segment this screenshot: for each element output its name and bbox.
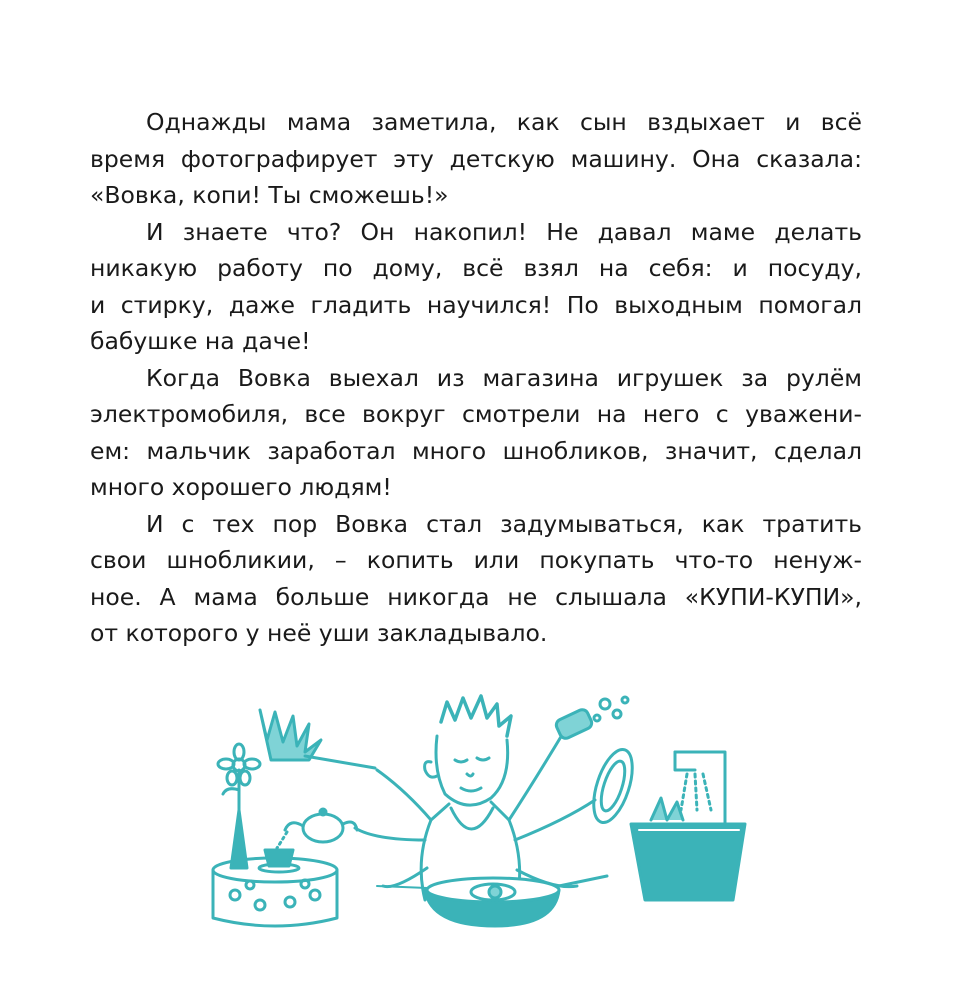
boy-arms-icon — [355, 730, 595, 887]
story-text — [90, 104, 862, 652]
text-line: бабушке на даче! — [90, 327, 311, 355]
plate-icon — [586, 745, 640, 827]
boy-head-icon — [425, 696, 511, 805]
text-line: И с тех пор Вовка стал задумываться, как тратить — [146, 509, 862, 538]
vase-flower-icon — [218, 744, 260, 868]
paragraph-3 — [90, 360, 862, 506]
boy-doing-chores-illustration — [205, 690, 765, 940]
text-line: ем: мальчик заработал много шнобликов, значит, сделал — [90, 436, 862, 465]
text-line: много хорошего людям! — [90, 473, 392, 501]
paragraph-1 — [90, 104, 862, 214]
text-line: Когда Вовка выехал из магазина игрушек за рулём — [146, 363, 862, 392]
teapot-icon — [277, 809, 357, 848]
sponge-icon — [554, 697, 628, 740]
paragraph-4 — [90, 506, 862, 652]
text-line: свои шнобликии, – копить или покупать что-то ненуж- — [90, 546, 862, 574]
text-line: «Вовка, копи! Ты сможешь!» — [90, 181, 449, 209]
text-line: Однажды мама заметила, как сын вздыхает и всё — [146, 108, 862, 136]
text-line: ное. А мама больше никогда не слышала «КУПИ-КУПИ», — [90, 582, 862, 611]
duster-icon — [260, 710, 375, 768]
cup-icon — [259, 850, 299, 872]
paragraph-2 — [90, 214, 862, 360]
text-line: и стирку, даже гладить научился! По выходным помогал — [90, 290, 862, 319]
text-line: И знаете что? Он накопил! Не давал маме делать — [146, 217, 862, 246]
text-line: время фотографирует эту детскую машину. Она сказала: — [90, 144, 862, 173]
text-line: никакую работу по дому, всё взял на себя: и посуду, — [90, 254, 862, 282]
text-line: от которого у неё уши закладывало. — [90, 619, 548, 647]
text-line: электромобиля, все вокруг смотрели на него с уважени- — [90, 400, 862, 428]
basin-tap-icon — [631, 752, 745, 900]
frying-pan-icon — [377, 876, 607, 926]
